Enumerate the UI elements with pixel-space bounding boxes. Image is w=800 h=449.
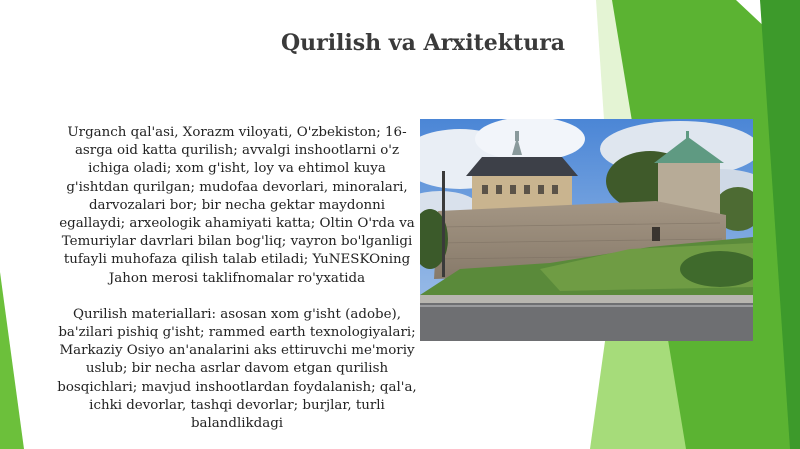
left-green-stripe	[0, 272, 24, 449]
paragraph-description: Urganch qal'asi, Xorazm viloyati, O'zbekiston; 16-asrga oid katta qurilish; avvalgi inshootlarni o'z ichiga oladi; xom g'isht, loy va ehtimol kuya g'ishtdan qurilgan; mudofaa devorlari, minoralari, darvozalari bor; bir necha gektar maydonni egallaydi; arxeologik ahamiyati katta; Oltin O'rda va Temuriylar davrlari bilan bog'liq; vayron bo'lganligi tufayli muhofaza qilish talab etiladi; YuNESKOning Jahon merosi taklifnomalar ro'yxatida	[59, 125, 415, 286]
slide-body	[56, 124, 418, 433]
paragraph-materials: Qurilish materiallari: asosan xom g'isht (adobe), ba'zilari pishiq g'isht; rammed earth texnologiyalari; Markaziy Osiyo an'analarini aks ettiruvchi me'moriy uslub; bir necha asrlar davom etgan qurilish bosqichlari; mavjud inshootlardan foydalanish; qal'a, ichki devorlar, tashqi devorlar; burjlar, turli balandlikdagi	[57, 306, 417, 432]
fortress-photo	[420, 119, 753, 341]
fortress-illustration	[420, 119, 753, 341]
slide-title: Qurilish va Arxitektura	[280, 30, 566, 56]
